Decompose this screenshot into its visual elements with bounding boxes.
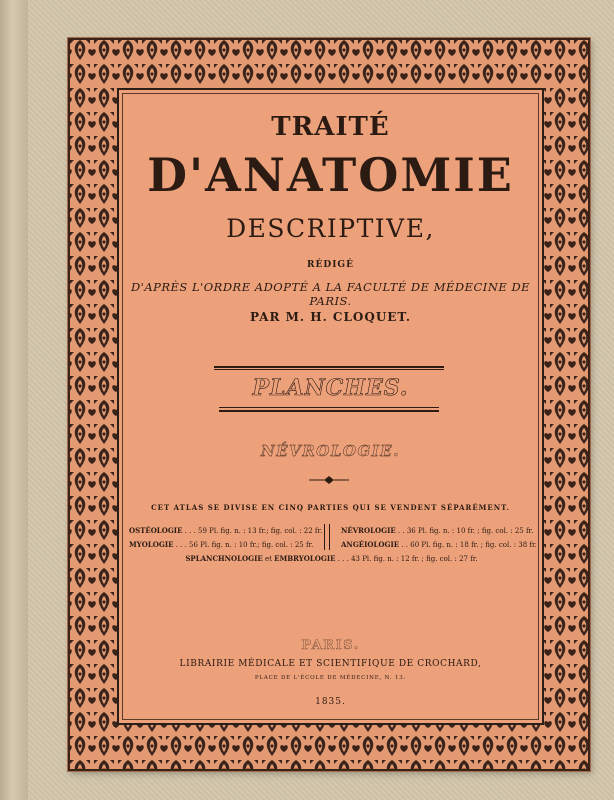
year: 1835. [315, 697, 346, 707]
subsection-title: NÉVROLOGIE. [261, 442, 400, 460]
title-descriptive: DESCRIPTIVE, [226, 214, 435, 243]
publisher: LIBRAIRIE MÉDICALE ET SCIENTIFIQUE DE CROCHARD, [179, 659, 482, 669]
part-myologie: MYOLOGIE . . . 56 Pl. fig. n. : 10 fr.; fig. col. : 25 fr. [129, 540, 314, 549]
column-divider [324, 524, 330, 550]
book-spine [0, 0, 29, 800]
title-panel [117, 88, 544, 725]
divider-top [214, 366, 444, 368]
title-traite: TRAITÉ [271, 112, 390, 142]
divider-top-thin [214, 369, 444, 370]
table-row [129, 524, 534, 538]
divider-bottom-thin [219, 407, 439, 408]
part-splanchnologie: SPLANCHNOLOGIE et EMBRYOLOGIE . . . 43 Pl. fig. n. : 12 fr. ; fig. col. : 27 fr. [185, 554, 478, 563]
table-row [129, 538, 537, 552]
divider-bottom [219, 410, 439, 412]
part-osteologie: OSTÉOLOGIE . . . 59 Pl. fig. n. : 13 fr.; fig. col. : 22 fr. [129, 526, 323, 535]
address: PLACE DE L'ÉCOLE DE MÉDECINE, N. 13. [254, 675, 407, 681]
ornament-icon [309, 475, 349, 485]
section-title: PLANCHES. [252, 375, 409, 401]
parts-table [129, 524, 537, 566]
redige-label: RÉDIGÉ [307, 260, 354, 270]
subtitle: D'APRÈS L'ORDRE ADOPTÉ A LA FACULTÉ DE MÉDECINE DE PARIS. [130, 280, 531, 308]
atlas-note: CET ATLAS SE DIVISE EN CINQ PARTIES QUI SE VENDENT SÉPARÉMENT. [151, 503, 510, 512]
title-anatomie: D'ANATOMIE [147, 148, 514, 202]
table-row [129, 552, 534, 566]
part-nevrologie: NÉVROLOGIE . . 36 Pl. fig. n. : 10 fr. ; fig. col. : 25 fr. [341, 526, 534, 535]
city: PARIS. [301, 638, 360, 653]
part-angeiologie: ANGÉIOLOGIE . . 60 Pl. fig. n. : 18 fr. ; fig. col. : 38 fr. [341, 540, 537, 549]
author: PAR M. H. CLOQUET. [249, 310, 411, 324]
